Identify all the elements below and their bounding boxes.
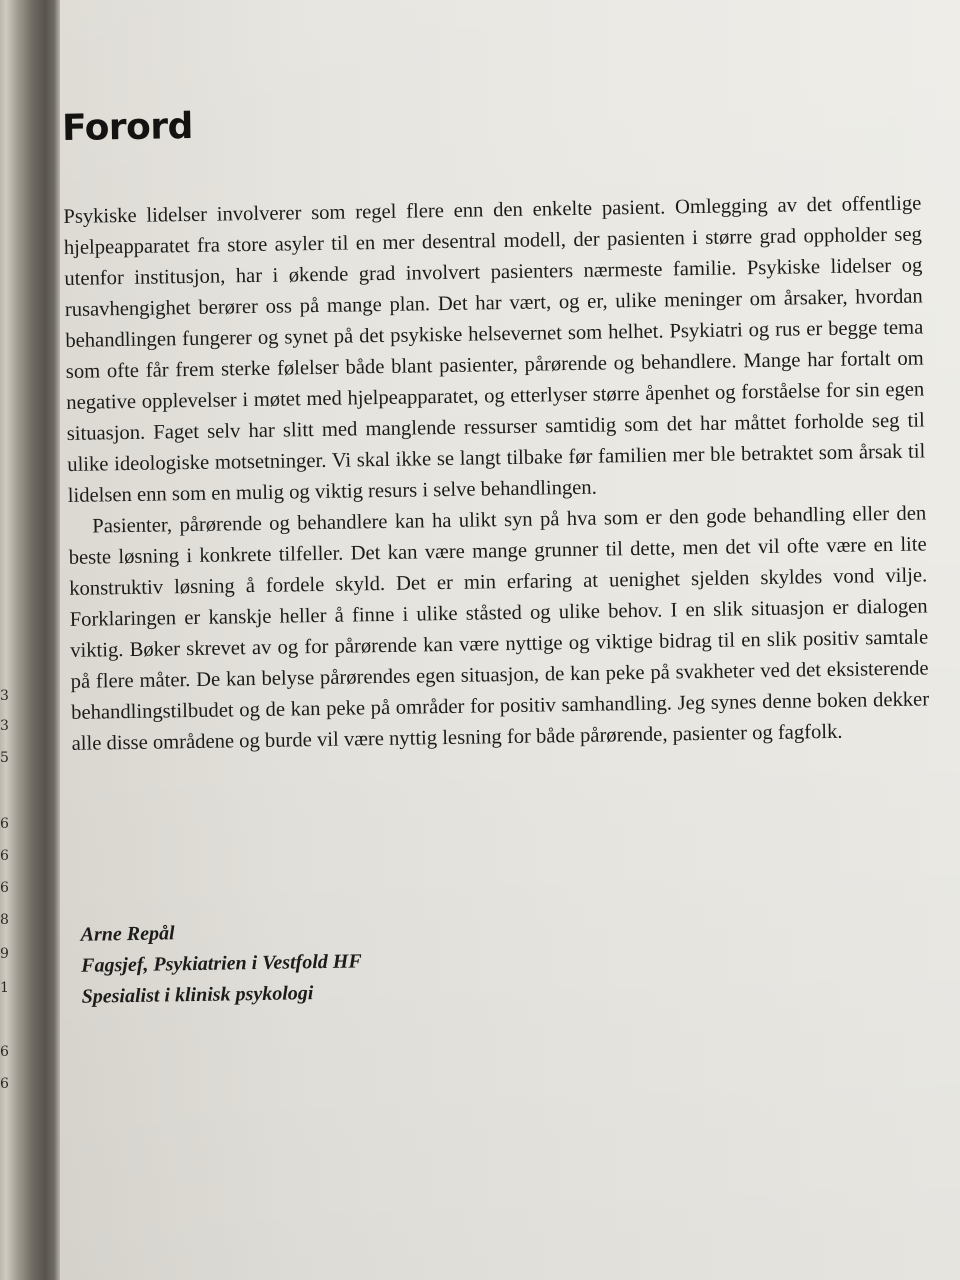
spine-number: 6 xyxy=(0,880,9,896)
signature-name: Arne Repål xyxy=(80,922,175,946)
spine-number: 8 xyxy=(0,912,9,928)
page-content xyxy=(60,0,960,1280)
page-heading: Forord xyxy=(61,105,194,149)
signature-role: Spesialist i klinisk psykologi xyxy=(81,982,314,1008)
book-spine xyxy=(0,0,60,1280)
book-page xyxy=(60,0,960,1280)
spine-number: 6 xyxy=(0,816,9,832)
spine-number: 6 xyxy=(0,1076,9,1092)
previous-page-numbers xyxy=(0,0,14,1280)
spine-number: 5 xyxy=(0,750,9,766)
spine-number: 9 xyxy=(0,946,9,962)
body-text xyxy=(63,188,930,759)
spine-number: 3 xyxy=(0,688,9,704)
signature-title: Fagsjef, Psykiatrien i Vestfold HF xyxy=(80,950,362,977)
spine-number: 6 xyxy=(0,848,9,864)
paragraph-2: Pasienter, pårørende og behandlere kan ha ulikt syn på hva som er den gode behandling eller den beste løsning i konkrete tilfeller. Det kan være mange grunner til dette, men det vil ofte være en lite konstruktiv løsning å fordele skyld. Det er min erfaring at uenighet sjelden skyldes vond vilje. Forklaringen er kanskje heller å finne i ulike ståsted og ulike behov. I en slik situasjon er dialogen viktig. Bøker skrevet av og for pårørende kan være nyttige og viktige bidrag til en slik positiv samtale på flere måter. De kan belyse pårørendes egen situasjon, de kan peke på svakheter ved det eksisterende behandlingstilbudet og de kan peke på områder for positiv samhandling. Jeg synes denne boken dekker alle disse områdene og burde vil være nyttig lesning for både pårørende, pasienter og fagfolk. xyxy=(68,502,930,755)
spine-number: 3 xyxy=(0,718,9,734)
spine-number: 6 xyxy=(0,1044,9,1060)
paragraph-1: Psykiske lidelser involverer som regel flere enn den enkelte pasient. Omlegging av det offentlige hjelpeapparatet fra store asyler til en mer desentral modell, der pasienten i større grad oppholder seg utenfor institusjon, har i økende grad involvert pasienters nærmeste familie. Psykiske lidelser og rusavhengighet berører oss på mange plan. Det har vært, og er, ulike meninger om årsaker, hvordan behandlingen fungerer og synet på det psykiske helsevernet som helhet. Psykiatri og rus er begge tema som ofte får frem sterke følelser både blant pasienter, pårørende og behandlere. Mange har fortalt om negative opplevelser i møtet med hjelpeapparatet, og etterlyser større åpenhet og forståelse for sin egen situasjon. Faget selv har slitt med manglende ressurser samtidig som det har måttet forholde seg til ulike ideologiske motsetninger. Vi skal ikke se langt tilbake før familien mer ble betraktet som årsak til lidelsen enn som en mulig og viktig resurs i selve behandlingen. xyxy=(63,192,926,507)
signature-block xyxy=(80,915,362,1012)
spine-number: 1 xyxy=(0,980,9,996)
